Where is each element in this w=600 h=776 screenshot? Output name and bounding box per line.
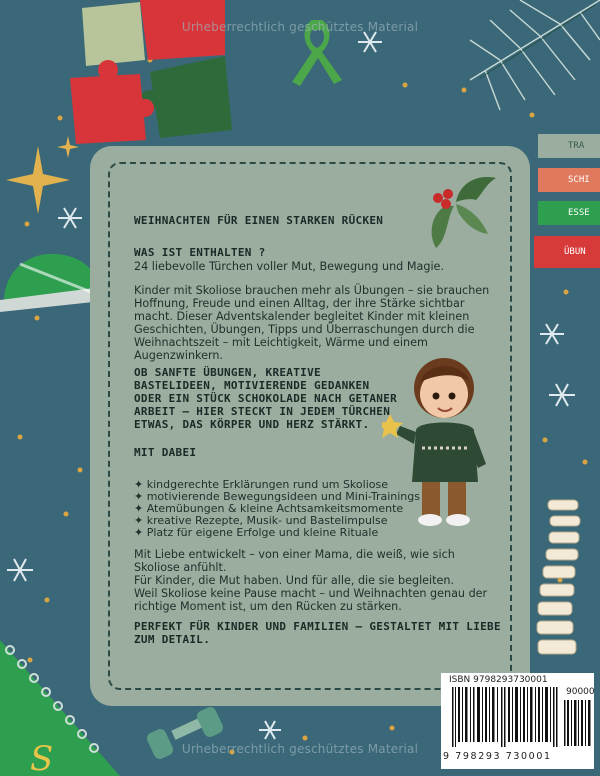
- paragraph-line: Weihnachtszeit – mit Leichtigkeit, Wärme und einem: [134, 336, 428, 349]
- paragraph-line: Hoffnung, Freude und einen Alltag, der ihre Stärke sichtbar: [134, 297, 465, 310]
- paragraph-line: richtige Moment ist, um den Rücken zu stärken.: [134, 600, 402, 613]
- paragraph-2: [134, 548, 487, 613]
- closing-line: PERFEKT FÜR KINDER UND FAMILIEN – GESTALTET MIT LIEBE: [134, 620, 501, 633]
- watermark-top: Urheberrechtlich geschütztes Material: [181, 20, 419, 34]
- paragraph-line: Skoliose anfühlt.: [134, 561, 227, 574]
- list-item: ✦ motivierende Bewegungsideen und Mini-Trainings: [134, 490, 420, 503]
- paragraph-line: macht. Dieser Adventskalender begleitet Kinder mit kleinen: [134, 310, 470, 323]
- paragraph-1: [134, 284, 489, 362]
- pine-branch-icon: [470, 0, 600, 110]
- spine-icon: [537, 500, 580, 654]
- holly-icon: [416, 168, 500, 250]
- paragraph-line: Geschichten, Übungen, Tipps und Überraschungen durch die: [134, 323, 475, 336]
- tab-label: ÜBUN: [564, 247, 586, 257]
- highlight-line: BASTELIDEEN, MOTIVIERENDE GEDANKEN: [134, 379, 370, 392]
- highlight-line: OB SANFTE ÜBUNGEN, KREATIVE: [134, 366, 321, 379]
- sparkle-star-icon: [6, 136, 79, 214]
- highlight-line: ODER EIN STÜCK SCHOKOLADE NACH GETANER: [134, 392, 398, 405]
- card-title: WEIHNACHTEN FÜR EINEN STARKEN RÜCKEN: [134, 214, 384, 227]
- paragraph-line: Für Kinder, die Mut haben. Und für alle, die sie begleiten.: [134, 574, 455, 587]
- isbn-number: 9 798293 730001: [443, 751, 552, 762]
- paragraph-line: Mit Liebe entwickelt – von einer Mama, die weiß, wie sich: [134, 548, 455, 561]
- svg-text:S: S: [30, 739, 54, 776]
- tab-label: TRA: [568, 141, 585, 151]
- list-item: ✦ kindgerechte Erklärungen rund um Skoliose: [134, 478, 388, 491]
- closing-block: [134, 620, 501, 646]
- tab-tra: [538, 134, 600, 158]
- price-barcode: [564, 700, 592, 746]
- highlight-line: ARBEIT – HIER STECKT IN JEDEM TÜRCHEN: [134, 405, 391, 418]
- paragraph-line: Kinder mit Skoliose brauchen mehr als Übungen – sie brauchen: [134, 284, 490, 297]
- tab-schi: [538, 168, 600, 192]
- list-item: ✦ Atemübungen & kleine Achtsamkeitsmomente: [134, 502, 404, 515]
- closing-line: ZUM DETAIL.: [134, 633, 211, 646]
- tab-label: SCHI: [568, 175, 590, 185]
- barcode: [452, 687, 558, 747]
- tab-label: ESSE: [568, 208, 590, 218]
- list-item: ✦ kreative Rezepte, Musik- und Bastelimpulse: [134, 514, 388, 527]
- list-heading: MIT DABEI: [134, 446, 197, 459]
- isbn-label: ISBN 9798293730001: [449, 675, 548, 685]
- price-code: 90000: [566, 687, 595, 697]
- watermark-bottom: Urheberrechtlich geschütztes Material: [181, 742, 419, 756]
- section-heading: WAS IST ENTHALTEN ?: [134, 246, 266, 259]
- paragraph-line: Weil Skoliose keine Pause macht – und Weihnachten genau der: [134, 587, 488, 600]
- paragraph-line: Augenzwinkern.: [134, 349, 224, 362]
- highlight-line: ETWAS, DAS KÖRPER UND HERZ STÄRKT.: [134, 418, 370, 431]
- highlight-block: [134, 366, 397, 431]
- intro-line: 24 liebevolle Türchen voller Mut, Bewegung und Magie.: [134, 260, 444, 273]
- list-item: ✦ Platz für eigene Erfolge und kleine Rituale: [134, 526, 379, 539]
- tab-uebun: [534, 236, 600, 268]
- tab-esse: [538, 201, 600, 225]
